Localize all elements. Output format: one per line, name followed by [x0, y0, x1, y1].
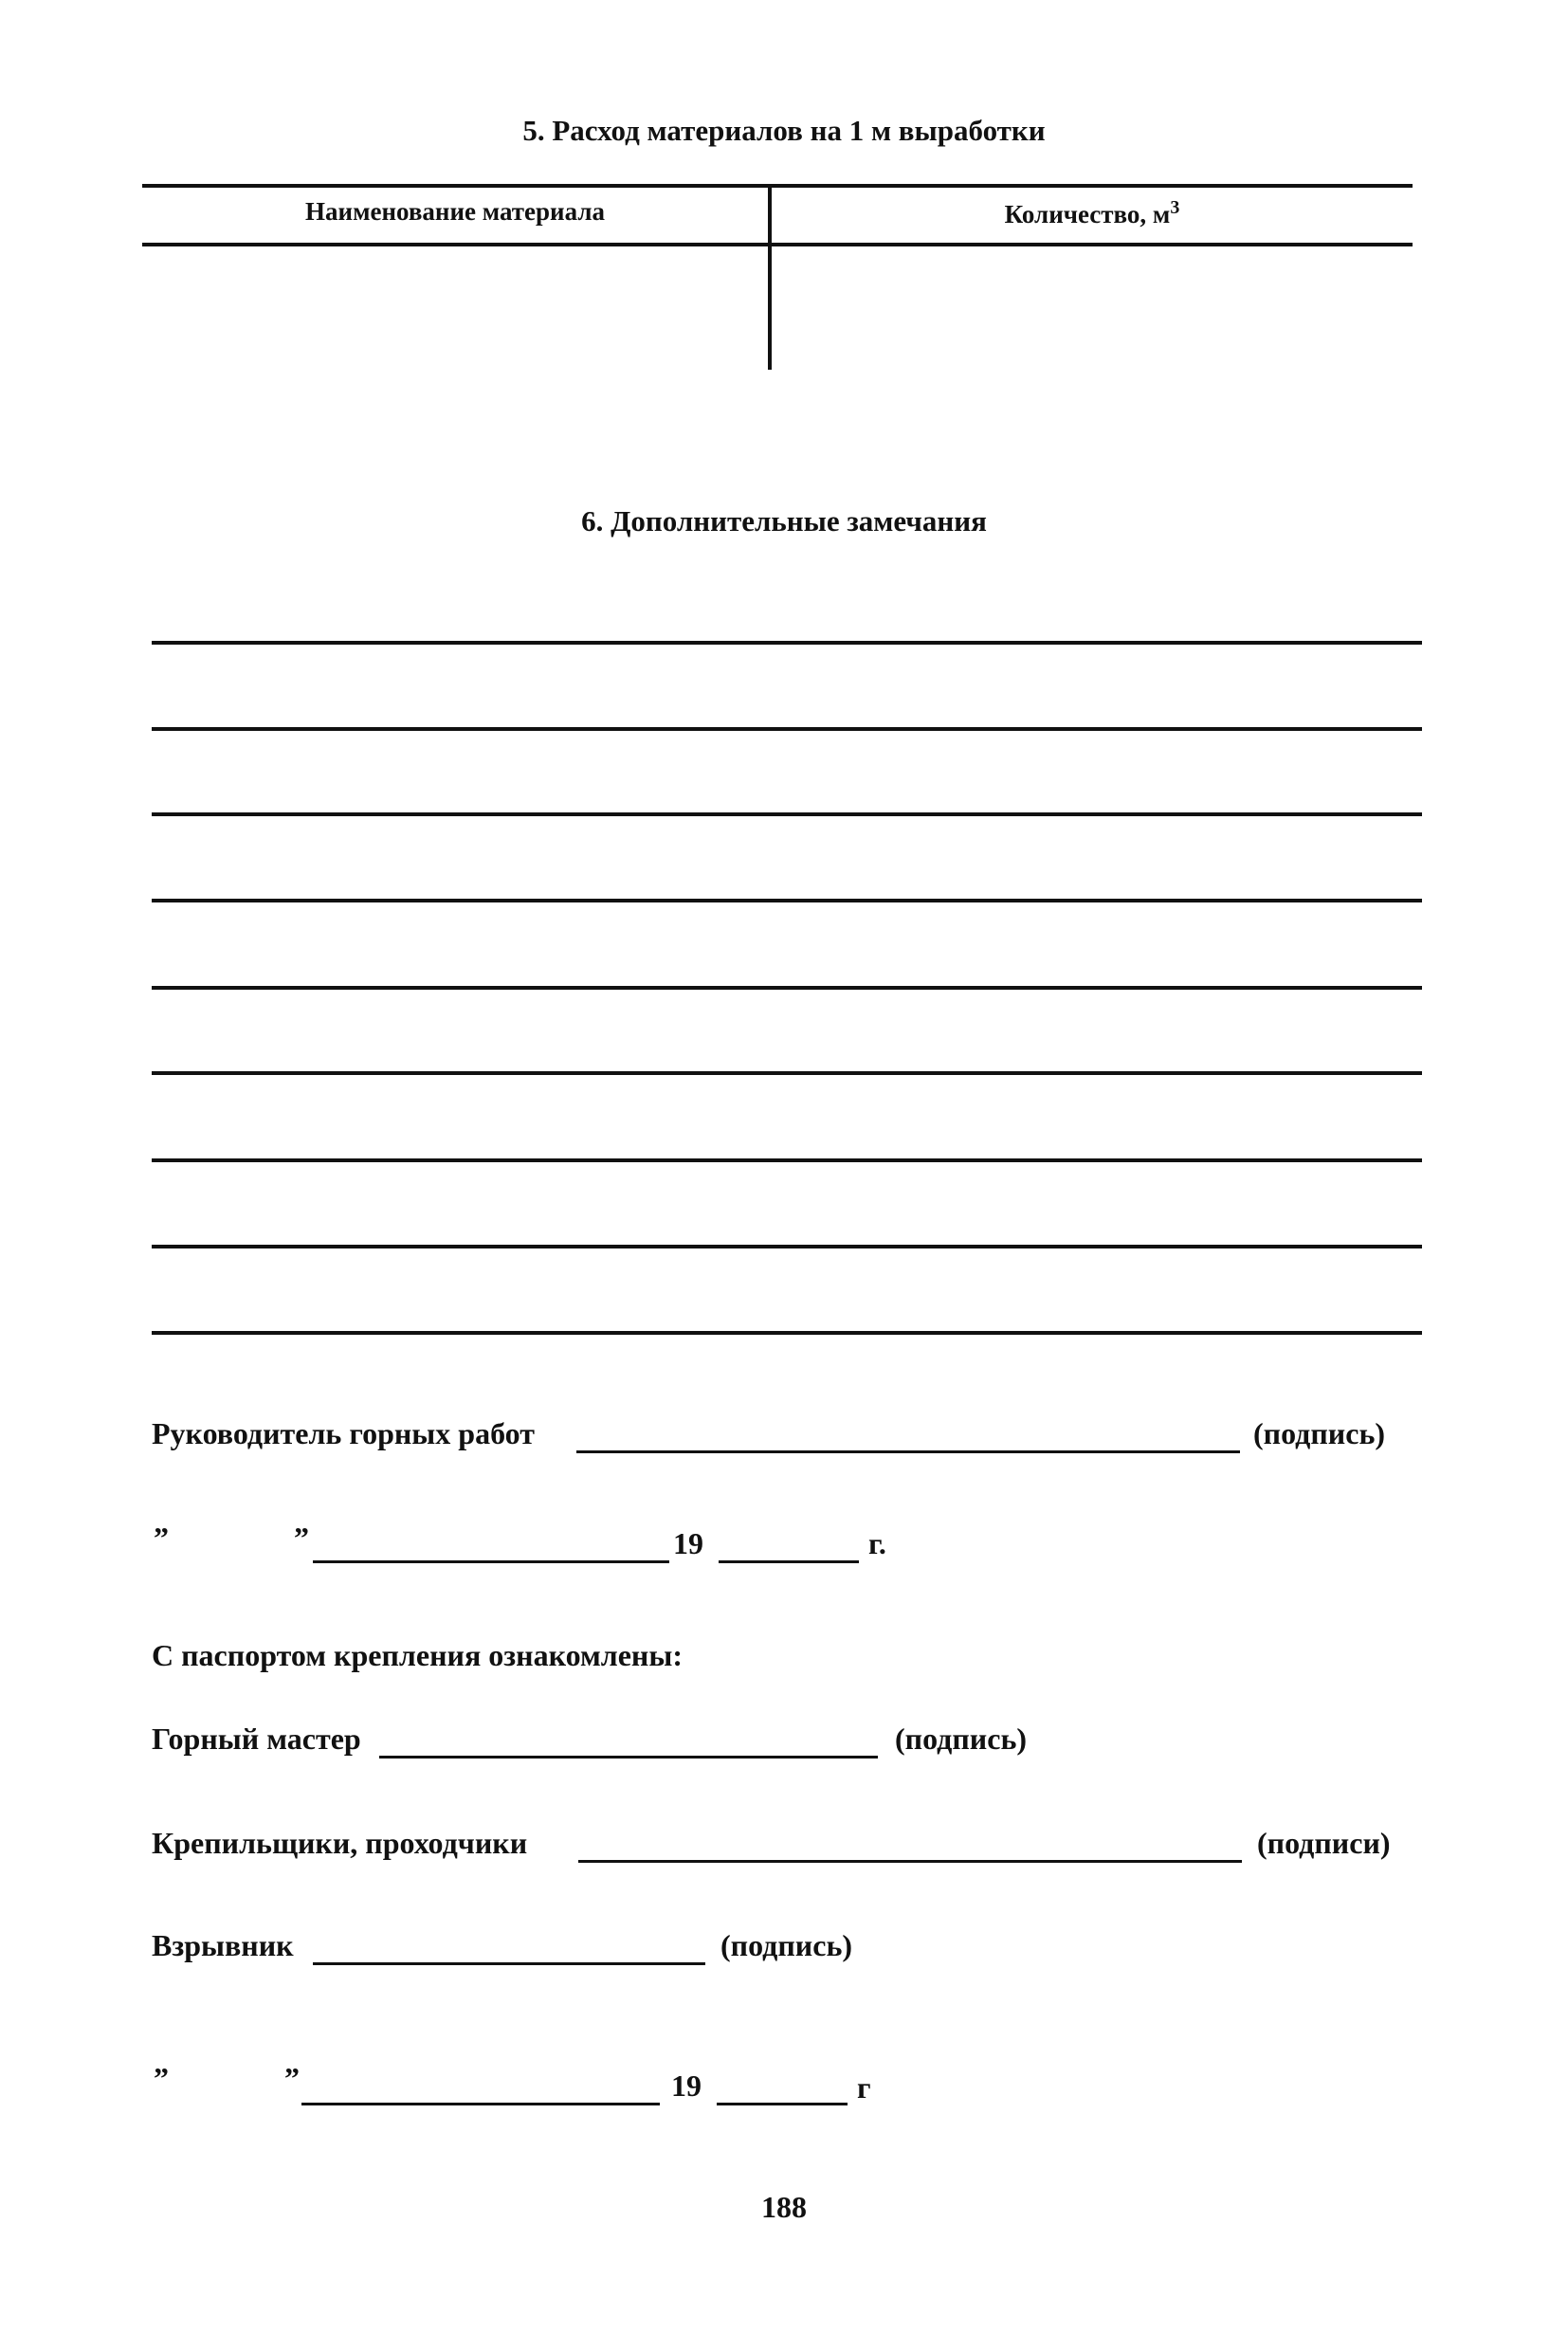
- materials-table: [142, 184, 1413, 370]
- date2-open-quote: ”: [154, 2061, 169, 2095]
- note-line[interactable]: [152, 1245, 1422, 1248]
- blaster-signature-note: (подпись): [720, 1928, 853, 1962]
- foreman-signature-field[interactable]: [379, 1756, 878, 1759]
- column-header-material: [142, 197, 768, 227]
- date2-close-quote: ”: [284, 2061, 300, 2095]
- note-line[interactable]: [152, 1071, 1422, 1075]
- note-line[interactable]: [152, 641, 1422, 645]
- blaster-signature-field[interactable]: [313, 1962, 705, 1965]
- note-line[interactable]: [152, 986, 1422, 990]
- foreman-label: Горный мастер: [152, 1722, 361, 1756]
- head-label: Руководитель горных работ: [152, 1416, 535, 1450]
- note-line[interactable]: [152, 812, 1422, 816]
- section5-title: 5. Расход материалов на 1 м выработки: [522, 114, 1046, 147]
- column-header-material-text: Наименование материала: [305, 197, 605, 226]
- date1-year-field[interactable]: [719, 1560, 859, 1563]
- table-top-rule: [142, 184, 1413, 188]
- date2-year-prefix: 19: [671, 2069, 702, 2103]
- date2-year-field[interactable]: [717, 2103, 848, 2105]
- unit-superscript: 3: [1170, 197, 1180, 218]
- blaster-label: Взрывник: [152, 1928, 294, 1962]
- note-line[interactable]: [152, 899, 1422, 902]
- head-signature-field[interactable]: [576, 1450, 1240, 1453]
- foreman-signature-note: (подпись): [895, 1722, 1028, 1756]
- column-header-quantity-text: Количество, м: [1004, 200, 1171, 228]
- head-signature-note: (подпись): [1253, 1416, 1386, 1450]
- section6-title: 6. Дополнительные замечания: [581, 504, 987, 538]
- workers-signature-field[interactable]: [578, 1860, 1242, 1863]
- workers-signature-note: (подписи): [1257, 1826, 1391, 1860]
- column-header-quantity: [772, 197, 1413, 229]
- date1-open-quote: ”: [154, 1521, 169, 1555]
- note-line[interactable]: [152, 1331, 1422, 1335]
- workers-label: Крепильщики, проходчики: [152, 1826, 528, 1860]
- date1-year-suffix: г.: [868, 1526, 886, 1560]
- date2-day-month-field[interactable]: [301, 2103, 660, 2105]
- date1-day-month-field[interactable]: [313, 1560, 669, 1563]
- table-header-rule: [142, 243, 1413, 246]
- date1-close-quote: ”: [294, 1521, 309, 1555]
- acquainted-heading: С паспортом крепления ознакомлены:: [152, 1638, 683, 1672]
- date1-year-prefix: 19: [673, 1526, 703, 1560]
- page-number: 188: [761, 2190, 807, 2224]
- note-line[interactable]: [152, 1158, 1422, 1162]
- table-column-divider: [768, 188, 772, 370]
- note-line[interactable]: [152, 727, 1422, 731]
- date2-year-suffix: г: [857, 2070, 871, 2105]
